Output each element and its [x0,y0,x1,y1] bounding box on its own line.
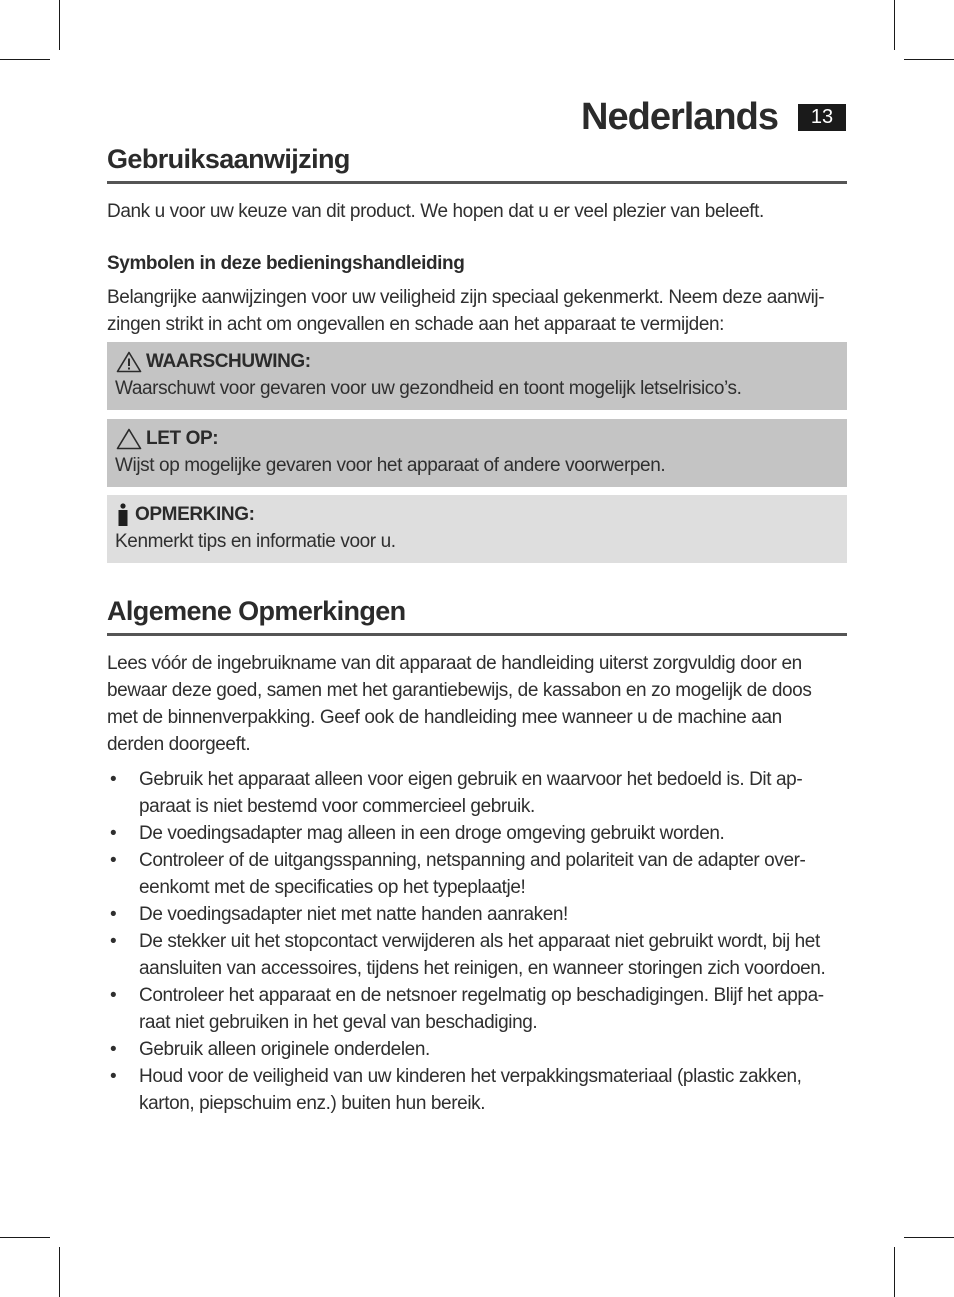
section-heading-gebruiksaanwijzing: Gebruiksaanwijzing [107,144,847,184]
list-item: • Gebruik het apparaat alleen voor eigen gebruik en waarvoor het bedoeld is. Dit ap-paraat is niet bestemd voor commercieel gebruik. [110,769,803,817]
notice-warning [107,342,847,410]
crop-mark [904,59,954,60]
symbols-paragraph: Belangrijke aanwijzingen voor uw veiligheid zijn speciaal gekenmerkt. Neem deze aanwij-zingen strikt in acht om ongevallen en schade aan het apparaat te vermijden: [107,287,825,335]
intro-paragraph: Dank u voor uw keuze van dit product. We hopen dat u er veel plezier van beleeft. [107,201,764,222]
page-title: Nederlands [581,96,778,138]
crop-mark [894,1247,895,1297]
info-icon [115,503,131,527]
crop-mark [0,1237,50,1238]
caution-triangle-icon [115,427,142,451]
list-item: • De voedingsadapter mag alleen in een droge omgeving gebruikt worden. [110,823,725,844]
list-item: • Controleer het apparaat en de netsnoer regelmatig op beschadigingen. Blijf het appa-raat niet gebruiken in het geval van beschadiging. [110,985,824,1033]
symbols-subheading: Symbolen in deze bedieningshandleiding [107,253,465,274]
notice-caution [107,419,847,487]
list-item: • De stekker uit het stopcontact verwijderen als het apparaat niet gebruikt wordt, bij het aansluiten van accessoires, tijdens het reinigen, en wanneer storingen zich voordoen. [110,931,826,979]
list-item: • De voedingsadapter niet met natte handen aanraken! [110,904,568,925]
crop-mark [894,0,895,50]
list-item: • Houd voor de veiligheid van uw kinderen het verpakkingsmateriaal (plastic zakken, karton, piepschuim enz.) buiten hun bereik. [110,1066,802,1114]
bullet-list [107,766,847,1117]
list-item: • Controleer of de uitgangsspanning, netspanning and polariteit van de adapter over-eenkomt met de specificaties op het typeplaatje! [110,850,806,898]
notice-warning-title: WAARSCHUWING: [146,351,311,372]
crop-mark [904,1237,954,1238]
section-heading-algemene-opmerkingen: Algemene Opmerkingen [107,596,847,636]
page-number: 13 [798,104,846,131]
notice-note-title: OPMERKING: [135,504,255,525]
notice-warning-text: Waarschuwt voor gevaren voor uw gezondheid en toont mogelijk letselrisico’s. [115,378,742,399]
notice-caution-text: Wijst op mogelijke gevaren voor het apparaat of andere voorwerpen. [115,455,666,476]
warning-triangle-icon [115,350,142,374]
notice-caution-title: LET OP: [146,428,219,449]
crop-mark [59,1247,60,1297]
crop-mark [59,0,60,50]
notice-note [107,495,847,563]
list-item: • Gebruik alleen originele onderdelen. [110,1039,430,1060]
crop-mark [0,59,50,60]
notice-note-text: Kenmerkt tips en informatie voor u. [115,531,396,552]
general-intro-paragraph: Lees vóór de ingebruikname van dit apparaat de handleiding uiterst zorgvuldig door en bewaar deze goed, samen met het garantiebewijs, de kassabon en zo mogelijk de doos met de binnenverpakking. Geef ook de handleiding mee wanneer u de machine aan derden doorgeeft. [107,653,812,755]
